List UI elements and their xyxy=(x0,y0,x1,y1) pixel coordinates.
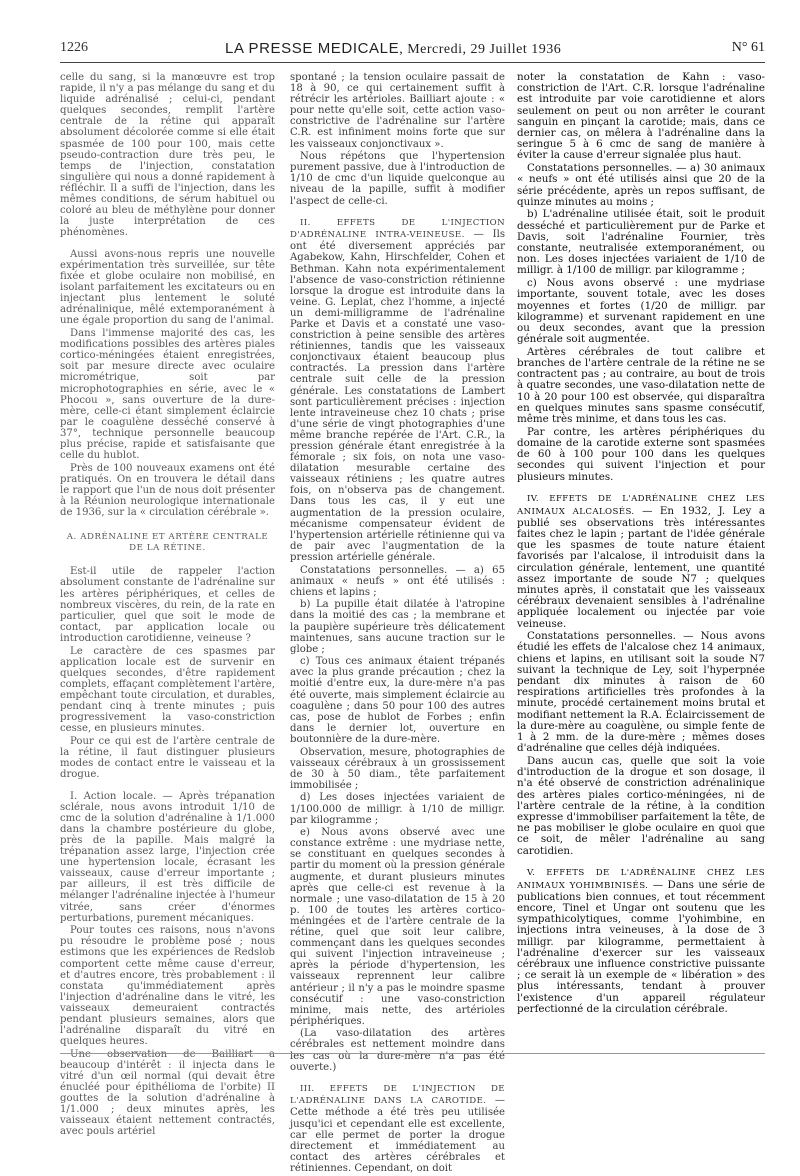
paragraph: d) Les doses injectées variaient de 1/100.000 de milligr. à 1/10 de milligr. par kilogramme ; xyxy=(290,792,505,826)
column-3 xyxy=(517,72,765,1016)
issue-date: Mercredi, 29 Juillet 1936 xyxy=(407,42,562,57)
paragraph: I. Action locale. — Après trépanation sclérale, nous avons introduit 1/10 de cmc de la solution d'adrénaline à 1/1.000 dans la chambre postérieure du globe, près de la papille. Mais malgré la trépanation assez large, l'injection crée une hypertension locale, écrasant les vaisseaux, cause d'erreur importante ; par ailleurs, il est très difficile de mélanger l'adrénaline injectée à l'humeur vitrée, sans créer d'énormes perturbations, purement mécaniques. xyxy=(60,790,275,924)
paragraph: Observation, mesure, photographies de vaisseaux cérébraux à un grossissement de 30 à 50 diam., tête parfaitement immobilisée ; xyxy=(290,746,505,791)
column-2 xyxy=(290,72,505,1176)
paragraph: Pour toutes ces raisons, nous n'avons pu résoudre le problème posé ; nous estimons que les expériences de Redslob comportent cette même cause d'erreur, et d'autres encore, très probablement : il constata qu'immédiatement après l'injection d'adrénaline dans le vitré, les vaisseaux demeuraient contractés pendant plusieurs semaines, alors que l'adrénaline disparaît du vitré en quelques heures. xyxy=(60,925,275,1048)
journal-name: LA PRESSE MEDICALE xyxy=(225,40,400,57)
paragraph: b) La pupille était dilatée à l'atropine dans la moitié des cas ; la membrane et la paupière supérieure très délicatement maintenues, sans aucune traction sur le globe ; xyxy=(290,599,505,655)
section-heading: A. ADRÉNALINE ET ARTÈRE CENTRALE DE LA RÉTINE. xyxy=(66,532,269,554)
paragraph: Près de 100 nouveaux examens ont été pratiqués. On en trouvera le détail dans le rapport que l'un de nous doit présenter à la Réunion neurologique internationale de 1936, sur la « circulation cérébrale ». xyxy=(60,462,275,519)
paragraph-text: — En 1932, J. Ley a publié ses observations très intéressantes faites chez le lapin ; partant de l'idée générale que les spasmes de toute nature étaient favorisés par l'alcalose, il introduisit dans la circulation générale, lentement, une quantité assez importante de soude N7 ; quelques minutes après, il constatait que les vaisseaux cérébraux devenaient sensibles à l'adrénaline appliquée localement ou injectée par voie veineuse. xyxy=(517,504,765,630)
paragraph: Constatations personnelles. — a) 30 animaux « neufs » ont été utilisés ainsi que 20 de la série précédente, après un repos suffisant, de quinze minutes au moins ; xyxy=(517,162,765,208)
paragraph-text: — Dans une série de publications bien connues, et tout récemment encore, Tinel et Ungar ont soutenu que les sympathicolytiques, comme l'yohimbine, en injections intra veineuses, à la dose de 3 milligr. par kilogramme, permettaient à l'adrénaline d'exercer sur les vaisseaux cérébraux une influence constrictive puissante ; ce serait là un exemple de « libération » des plus intéressants, tendant à prouver l'existence d'un appareil régulateur perfectionné de la circulation cérébrale. xyxy=(517,878,766,1015)
issue-number: N° 61 xyxy=(731,40,765,55)
paragraph: Constatations personnelles. — a) 65 animaux « neufs » ont été utilisés : chiens et lapins ; xyxy=(290,564,505,598)
column-1 xyxy=(60,72,275,1139)
paragraph: Par contre, les artères périphériques du domaine de la carotide externe sont spasmées de 60 à 100 pour 100 dans les quelques secondes qui suivent l'injection et pour plusieurs minutes. xyxy=(517,425,765,483)
paragraph: b) L'adrénaline utilisée était, soit le produit desséché et particulièrement pur de Parke et Davis, soit l'adrénaline Fournier, très constante, neutralisée extemporanément, ou non. Les doses injectées variaient de 1/10 de milligr. à 1/100 de milligr. par kilogramme ; xyxy=(517,208,765,277)
paragraph: Le caractère de ces spasmes par application locale est de survenir en quelques secondes, d'être rapidement complets, effaçant complètement l'artère, empêchant toute circulation, et durables, pendant cinq à trente minutes ; puis progressivement la vaso-constriction cesse, en plusieurs minutes. xyxy=(60,645,275,735)
paragraph: (La vaso-dilatation des artères cérébrales est nettement moindre dans les cas où la dure-mère n'a pas été ouverte.) xyxy=(290,1028,505,1073)
paragraph: Dans aucun cas, quelle que soit la voie d'introduction de la drogue et son dosage, il n'a été observé de constriction adrénalinique des artères piales cortico-méningées, ni de l'artère centrale de la rétine, à la condition expresse d'immobiliser parfaitement la tête, de ne pas mobiliser le globe oculaire en quoi que ce soit, de mêler l'adrénaline au sang carotidien. xyxy=(517,754,765,857)
journal-title-line: LA PRESSE MEDICALE, Mercredi, 29 Juillet 1936 xyxy=(225,40,562,57)
section-heading: II. EFFETS DE L'INJECTION D'ADRÉNALINE INTRA-VEINEUSE. xyxy=(290,218,505,241)
paragraph xyxy=(290,217,505,563)
paragraph: Une observation de Bailliart a beaucoup d'intérêt : il injecta dans le vitré d'un œil normal (qui devait être énucléé pour épithélioma de l'orbite) II gouttes de la solution d'adrénaline à 1/1.000 ; deux minutes après, les vaisseaux étaient nettement contractés, avec pouls artériel xyxy=(60,1048,275,1138)
paragraph-text: — Ils ont été diversement appréciés par Agabekow, Kahn, Hirschfelder, Cohen et Bethman. Kahn nota expérimentalement l'absence de vaso-constriction rétinienne lorsque la drogue est introduite dans la veine. G. Leplat, chez l'homme, a injecté un demi-milligramme de l'adrénaline Parke et Davis et a constaté une vaso-constriction à peine sensible des artères rétiniennes, tandis que les vaisseaux conjonctivaux étaient beaucoup plus contractés. La pression dans l'artère centrale suit celle de la pression générale. Les constatations de Lambert sont particulièrement précises : injection lente intraveineuse chez 10 chats ; prise d'une série de vingt photographies d'une même branche repérée de l'Art. C.R., la pression générale étant enregistrée à la fémorale ; six fois, on nota une vaso-dilatation mesurable certaine des vaisseaux rétiniens ; les quatre autres fois, on n'observa pas de changement. Dans tous les cas, il y eut une augmentation de la pression oculaire, mécanisme compensateur évident de l'hypertension artérielle rétinienne qui va de pair avec l'augmentation de la pression artérielle générale. xyxy=(290,229,506,563)
paragraph: c) Nous avons observé : une mydriase importante, souvent totale, avec les doses moyennes et fortes (1/20 de milligr. par kilogramme) et survenant rapidement en une ou deux secondes, avant que la pression générale soit augmentée. xyxy=(517,277,765,346)
paragraph: Artères cérébrales de tout calibre et branches de l'artère centrale de la rétine ne se contractent pas ; au contraire, au bout de trois à quatre secondes, une vaso-dilatation nette de 10 à 20 pour 100 est observée, qui disparaîtra en quelques minutes sans spasme consécutif, même très minime, et dans tous les cas. xyxy=(517,345,765,426)
paragraph: c) Tous ces animaux étaient trépanés avec la plus grande précaution ; chez la moitié d'entre eux, la dure-mère n'a pas été ouverte, mais simplement éclaircie au coagulène ; dans 50 pour 100 des autres cas, pose de hublot de Forbes ; enfin dans le dernier lot, ouverture en boutonnière de la dure-mère. xyxy=(290,656,505,745)
paragraph xyxy=(290,1083,505,1174)
section-heading: III. EFFETS DE L'INJECTION DE L'ADRÉNALINE DANS LA CAROTIDE. xyxy=(290,1084,505,1107)
section-heading: V. EFFETS DE L'ADRÉNALINE CHEZ LES ANIMAUX YOHIMBINISÉS. xyxy=(517,868,765,891)
bottom-rule xyxy=(60,1053,765,1054)
paragraph-text: — Cette méthode a été très peu utilisée jusqu'ici et cependant elle est excellente, car elle permet de porter la drogue directement et immédiatement au contact des artères cérébrales et rétiniennes. Cependant, on doit xyxy=(290,1095,505,1174)
paragraph xyxy=(517,867,765,1015)
paragraph: Constatations personnelles. — Nous avons étudié les effets de l'alcalose chez 14 animaux, chiens et lapins, en utilisant soit la soude N7 suivant la technique de Ley, soit l'hyperpnée pendant dix minutes à raison de 60 respirations artificielles très profondes à la minute, procédé certainement moins brutal et modifiant nettement la R.A. Éclaircissement de la dure-mère au coagulène, ou simple fente de 1 à 2 mm. de la dure-mère ; mêmes doses d'adrénaline que celles déjà indiquées. xyxy=(517,630,765,755)
section-heading: IV. EFFETS DE L'ADRÉNALINE CHEZ LES ANIMAUX ALCALOSÉS. xyxy=(517,494,765,517)
paragraph: noter la constatation de Kahn : vaso-constriction de l'Art. C.R. lorsque l'adrénaline est introduite par voie carotidienne et alors seulement on peut ou non arrêter le courant sanguin en pinçant la carotide; mais, dans ce dernier cas, on mêlera à l'adrénaline dans la seringue 5 à 6 cmc de sang de manière à éviter la cause d'erreur signalée plus haut. xyxy=(517,71,765,162)
paragraph xyxy=(517,493,765,629)
paragraph: Pour ce qui est de l'artère centrale de la rétine, il faut distinguer plusieurs modes de contact entre le vaisseau et la drogue. xyxy=(60,735,275,781)
page-number: 1226 xyxy=(60,40,88,55)
paragraph: celle du sang, si la manœuvre est trop rapide, il n'y a pas mélange du sang et du liquide adrénalisé ; celui-ci, pendant quelques secondes, remplit l'artère centrale de la rétine qui apparaît absolument décolorée comme si elle était spasmée de 100 pour 100, mais cette pseudo-contraction dure très peu, le temps de l'injection, constatation singulière qui nous a donné rapidement à réfléchir. Il a suffi de l'injection, dans les mêmes conditions, de sérum habituel ou coloré au bleu de méthylène pour donner la juste interprétation de ces phénomènes. xyxy=(60,72,275,239)
paragraph: Aussi avons-nous repris une nouvelle expérimentation très surveillée, sur tête fixée et globe oculaire non mobilisé, en isolant parfaitement les excitateurs ou en injectant plus lentement le soluté adrénalinique, mêlé extemporanément à une égale proportion du sang de l'animal. xyxy=(60,248,275,327)
paragraph: Est-il utile de rappeler l'action absolument constante de l'adrénaline sur les artères périphériques, et celles de nombreux viscères, du rein, de la rate en particulier, quel que soit le mode de contact, par application locale ou introduction carotidienne, veineuse ? xyxy=(60,566,275,644)
paragraph: Dans l'immense majorité des cas, les modifications possibles des artères piales cortico-méningées étaient enregistrées, soit par mesure directe avec oculaire micrométrique, soit par microphotographies en série, avec le « Phocou », sans ouverture de la dure-mère, celle-ci étant simplement éclaircie par le coagulène desséché conservé à 37°, technique personnelle beaucoup plus précise, rapide et satisfaisante que celle du hublot. xyxy=(60,328,275,462)
paragraph: e) Nous avons observé avec une constance extrême : une mydriase nette, se constituant en quelques secondes à partir du moment où la pression générale augmente, et durant plusieurs minutes après que celle-ci est revenue à la normale ; une vaso-dilatation de 15 à 20 p. 100 de toutes les artères cortico-méningées et de l'artère centrale de la rétine, quel que soit leur calibre, commençant dans les quelques secondes qui suivent l'injection intraveineuse ; après la période d'hypertension, les vaisseaux reprennent leur calibre antérieur ; il n'y a pas le moindre spasme consécutif : une vaso-constriction minime, mais nette, des artérioles périphériques. xyxy=(290,827,505,1027)
running-head xyxy=(60,40,765,63)
paragraph: Nous répétons que l'hypertension purement passive, due à l'introduction de 1/10 de cmc d'un liquide quelconque au niveau de la papille, suffit à modifier l'aspect de celle-ci. xyxy=(290,151,505,207)
paragraph: spontané ; la tension oculaire passait de 18 à 90, ce qui certainement suffit à rétrécir les artérioles. Bailliart ajoute : « pour nette qu'elle soit, cette action vaso-constrictive de l'adrénaline sur l'artère C.R. est infiniment moins forte que sur les vaisseaux conjonctivaux ». xyxy=(290,72,505,150)
